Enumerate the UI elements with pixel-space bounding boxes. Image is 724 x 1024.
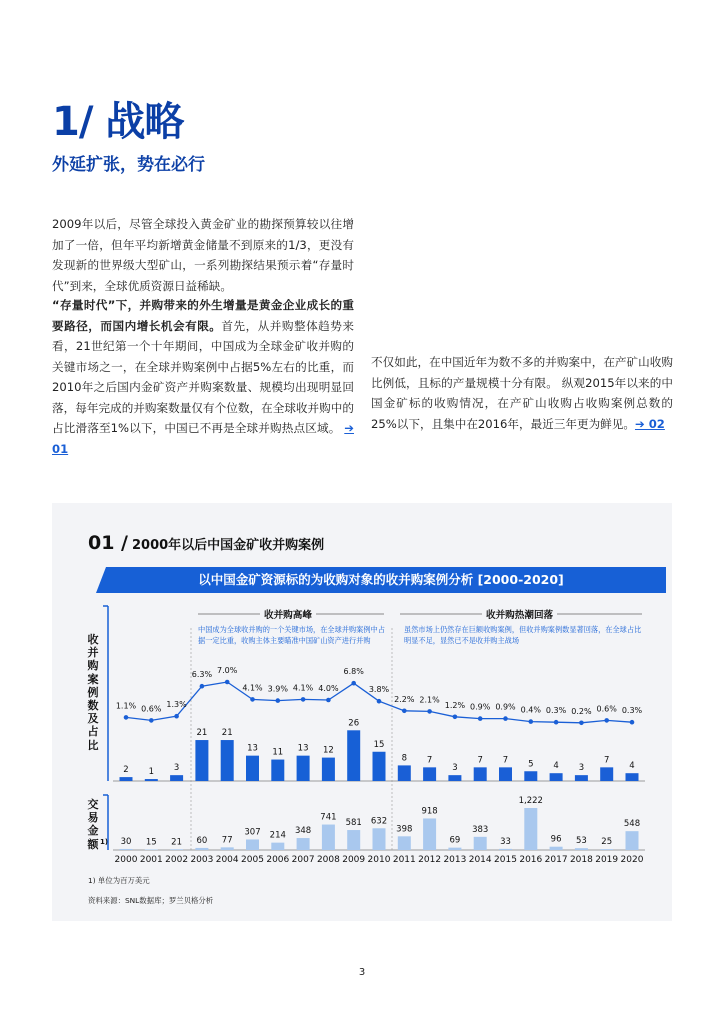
figure-ref-01[interactable]: ➔ 01 bbox=[52, 421, 354, 456]
deal-count-label-2016: 5 bbox=[528, 759, 534, 770]
x-tick-2006: 2006 bbox=[266, 855, 290, 865]
x-tick-2010: 2010 bbox=[367, 855, 391, 865]
deal-value-label-2004: 77 bbox=[221, 835, 233, 846]
deal-value-bar-2006 bbox=[271, 843, 284, 850]
deal-value-label-2003: 60 bbox=[196, 835, 208, 846]
deal-value-label-2010: 632 bbox=[370, 816, 388, 827]
deal-count-label-2007: 13 bbox=[297, 743, 309, 754]
deal-value-label-2011: 398 bbox=[396, 824, 413, 835]
deal-count-bar-2016 bbox=[524, 771, 537, 781]
deal-count-bar-2010 bbox=[373, 752, 386, 781]
section-label-decline: 收并购热潮回落 bbox=[482, 607, 557, 621]
deal-value-label-2019: 25 bbox=[601, 837, 613, 848]
x-tick-2005: 2005 bbox=[241, 855, 264, 865]
chart-title-text: 2000年以后中国金矿收并购案例 bbox=[132, 538, 325, 553]
deal-count-bar-2009 bbox=[347, 730, 360, 781]
x-tick-2001: 2001 bbox=[139, 855, 163, 865]
deal-count-bar-2005 bbox=[246, 756, 259, 781]
share-point-2009 bbox=[351, 681, 356, 686]
x-tick-2000: 2000 bbox=[114, 855, 138, 865]
page-subtitle: 外延扩张，势在必行 bbox=[52, 155, 205, 175]
deal-count-label-2008: 12 bbox=[322, 745, 334, 756]
share-label-2012: 2.1% bbox=[419, 695, 440, 705]
deal-value-bar-2017 bbox=[550, 847, 563, 850]
deal-value-label-2002: 21 bbox=[171, 837, 183, 848]
deal-count-label-2010: 15 bbox=[373, 739, 385, 750]
share-point-2017 bbox=[554, 720, 559, 725]
deal-count-bar-2019 bbox=[600, 767, 613, 781]
y-label-deals: 收并购案例数及占比 bbox=[87, 633, 99, 752]
paragraph-3-body: 不仅如此，在中国近年为数不多的并购案中，在产矿山收购比例低，且标的产量规模十分有限。 纵观2015年以来的中国金矿标的收购情况，在产矿山收购占收购案例总数的25%以下，且集中在2016年，最近三年更为鲜见。 bbox=[371, 355, 673, 431]
deal-value-label-2020: 548 bbox=[623, 819, 641, 830]
deal-value-bar-2009 bbox=[347, 830, 360, 850]
deal-count-label-2017: 4 bbox=[553, 761, 559, 772]
chart-number: 01 / bbox=[88, 532, 128, 554]
section-note-peak: 中国成为全球收并购的一个关键市场，在全球并购案例中占据一定比重，收购主体主要瞄准中国矿山资产进行并购 bbox=[198, 625, 385, 645]
deal-count-label-2001: 1 bbox=[148, 767, 155, 778]
share-label-2017: 0.3% bbox=[545, 706, 567, 716]
share-label-2009: 6.8% bbox=[343, 667, 364, 677]
figure-ref-02[interactable]: ➔ 02 bbox=[634, 416, 665, 431]
share-point-2003 bbox=[200, 684, 205, 689]
share-point-2013 bbox=[453, 715, 458, 720]
share-label-2001: 0.6% bbox=[141, 704, 162, 714]
share-point-2018 bbox=[579, 721, 584, 726]
share-label-2007: 4.1% bbox=[292, 683, 314, 693]
deal-value-label-2005: 307 bbox=[244, 827, 261, 838]
deal-value-label-2007: 348 bbox=[294, 826, 312, 837]
share-point-2014 bbox=[478, 716, 483, 721]
deal-count-label-2003: 21 bbox=[196, 728, 208, 739]
share-point-2020 bbox=[630, 720, 635, 725]
x-tick-2007: 2007 bbox=[291, 855, 315, 865]
x-tick-2015: 2015 bbox=[494, 855, 517, 865]
deal-value-bar-2005 bbox=[246, 839, 259, 850]
paragraph-1: 2009年以后，尽管全球投入黄金矿业的勘探预算较以往增加了一倍，但年平均新增黄金储量不到原来的1/3，更没有发现新的世界级大型矿山，一系列勘探结果预示着“存量时代”到来，全球优质资源日益稀缺。 bbox=[52, 217, 354, 293]
deal-value-bar-2019 bbox=[600, 849, 613, 850]
x-tick-2016: 2016 bbox=[519, 855, 543, 865]
deal-value-label-2016: 1,222 bbox=[518, 796, 543, 806]
share-label-2015: 0.9% bbox=[495, 702, 516, 712]
share-point-2015 bbox=[503, 716, 508, 721]
chart-banner: 以中国金矿资源标的为收购对象的收并购案例分析 [2000-2020] bbox=[96, 567, 666, 593]
deal-value-bar-2015 bbox=[499, 849, 512, 850]
deal-count-label-2011: 8 bbox=[401, 753, 408, 764]
deal-value-label-2015: 33 bbox=[500, 836, 511, 847]
deal-count-bar-2013 bbox=[448, 775, 461, 781]
share-label-2003: 6.3% bbox=[191, 670, 213, 680]
y-label-value-sup: 1) bbox=[100, 838, 109, 846]
deal-value-bar-2007 bbox=[297, 838, 310, 850]
deal-count-bar-2011 bbox=[398, 765, 411, 781]
deal-value-label-2000: 30 bbox=[120, 836, 132, 847]
share-label-2000: 1.1% bbox=[115, 701, 137, 711]
share-label-2002: 1.3% bbox=[166, 700, 187, 710]
share-point-2008 bbox=[326, 698, 331, 703]
share-point-2000 bbox=[124, 715, 129, 720]
deal-value-bar-2002 bbox=[170, 849, 183, 850]
share-point-2010 bbox=[377, 699, 382, 704]
share-label-2006: 3.9% bbox=[267, 684, 288, 694]
deal-count-bar-2012 bbox=[423, 767, 436, 781]
footnote: 1) 单位为百万美元 bbox=[88, 876, 150, 885]
deal-value-bar-2020 bbox=[626, 831, 639, 850]
deal-count-bar-2015 bbox=[499, 767, 512, 781]
source-note: 资料来源：SNL数据库；罗兰贝格分析 bbox=[88, 896, 214, 905]
deal-count-label-2014: 7 bbox=[477, 755, 483, 766]
deal-count-label-2000: 2 bbox=[123, 765, 129, 776]
deal-value-bar-2016 bbox=[524, 808, 537, 850]
x-tick-2009: 2009 bbox=[342, 855, 366, 865]
x-tick-2004: 2004 bbox=[215, 855, 239, 865]
share-point-2007 bbox=[301, 697, 306, 702]
x-tick-2019: 2019 bbox=[595, 855, 619, 865]
deal-count-label-2002: 3 bbox=[173, 763, 180, 774]
share-label-2016: 0.4% bbox=[520, 705, 541, 715]
deal-value-bar-2013 bbox=[448, 848, 461, 850]
paragraph-2-body: 首先，从并购整体趋势来看，21世纪第一个十年期间，中国成为全球金矿收并购的关键市场之一，在全球并购案例中占据5%左右的比重，而2010年之后国内金矿资产并购案数量、规模均出现明显回落，每年完成的并购案数量仅有个位数，在全球收并购中的占比滑落至1%以下，中国已不再是全球并购热点区域。 bbox=[52, 318, 354, 435]
share-label-2013: 1.2% bbox=[444, 700, 466, 710]
y-label-value: 交易金额 bbox=[87, 798, 99, 851]
deal-count-bar-2000 bbox=[120, 777, 133, 781]
deal-count-label-2015: 7 bbox=[502, 755, 509, 766]
deal-count-bar-2008 bbox=[322, 758, 335, 781]
deal-value-label-2008: 741 bbox=[320, 812, 337, 823]
share-point-2006 bbox=[276, 698, 281, 703]
deal-count-label-2013: 3 bbox=[452, 763, 458, 774]
deal-count-label-2020: 4 bbox=[629, 761, 635, 772]
deal-count-bar-2006 bbox=[271, 760, 284, 781]
deal-value-bar-2010 bbox=[373, 828, 386, 850]
section-note-decline: 虽然市场上仍然存在巨额收购案例，但收并购案例数显著回落，在全球占比明显不足，显然已不是收并购主战场 bbox=[404, 625, 642, 645]
share-point-2004 bbox=[225, 680, 230, 685]
deal-count-bar-2007 bbox=[297, 756, 310, 781]
deal-count-label-2005: 13 bbox=[247, 743, 258, 754]
deal-count-bar-2003 bbox=[195, 740, 208, 781]
deal-value-label-2014: 383 bbox=[472, 824, 489, 835]
deal-value-bar-2014 bbox=[474, 837, 487, 850]
share-point-2002 bbox=[174, 714, 179, 719]
deal-value-bar-2011 bbox=[398, 836, 411, 850]
deal-count-label-2009: 26 bbox=[348, 718, 360, 729]
x-tick-2018: 2018 bbox=[569, 855, 593, 865]
share-label-2014: 0.9% bbox=[470, 702, 491, 712]
share-point-2001 bbox=[149, 718, 154, 723]
deal-count-label-2006: 11 bbox=[272, 747, 284, 758]
deal-value-bar-2004 bbox=[221, 847, 234, 850]
deal-value-label-2009: 581 bbox=[345, 818, 362, 829]
share-label-2020: 0.3% bbox=[621, 706, 643, 716]
share-label-2005: 4.1% bbox=[242, 683, 263, 693]
deal-count-label-2012: 7 bbox=[426, 755, 433, 766]
deal-value-label-2012: 918 bbox=[421, 806, 438, 817]
deal-count-bar-2002 bbox=[170, 775, 183, 781]
page-number: 3 bbox=[358, 967, 366, 978]
deal-value-bar-2012 bbox=[423, 818, 436, 850]
share-point-2011 bbox=[402, 709, 407, 714]
deal-value-bar-2018 bbox=[575, 848, 588, 850]
deal-value-label-2001: 15 bbox=[145, 837, 157, 848]
deal-count-bar-2017 bbox=[550, 773, 563, 781]
share-label-2004: 7.0% bbox=[217, 666, 238, 675]
share-label-2011: 2.2% bbox=[394, 694, 415, 704]
deal-count-bar-2014 bbox=[474, 767, 487, 781]
share-label-2018: 0.2% bbox=[571, 706, 592, 716]
paragraph-2-bold: “存量时代”下，并购带来的外生增量是黄金企业成长的重要路径，而国内增长机会有限。 bbox=[52, 298, 354, 333]
x-tick-2002: 2002 bbox=[165, 855, 189, 865]
x-tick-2017: 2017 bbox=[544, 855, 568, 865]
deal-value-bar-2003 bbox=[195, 848, 208, 850]
x-tick-2014: 2014 bbox=[468, 855, 492, 865]
deal-count-label-2004: 21 bbox=[221, 728, 233, 739]
x-tick-2011: 2011 bbox=[392, 855, 416, 865]
share-point-2012 bbox=[427, 709, 432, 714]
x-tick-2020: 2020 bbox=[620, 855, 644, 865]
x-tick-2008: 2008 bbox=[316, 855, 340, 865]
deal-count-bar-2004 bbox=[221, 740, 234, 781]
share-label-2008: 4.0% bbox=[318, 684, 339, 693]
x-tick-2003: 2003 bbox=[190, 855, 214, 865]
deal-count-bar-2018 bbox=[575, 775, 588, 781]
deal-value-label-2017: 96 bbox=[550, 834, 562, 845]
page-title: 1/ 战略 bbox=[52, 99, 184, 145]
deal-value-bar-2000 bbox=[120, 849, 133, 850]
x-tick-2012: 2012 bbox=[418, 855, 442, 865]
share-point-2019 bbox=[604, 718, 609, 723]
deal-count-label-2018: 3 bbox=[578, 763, 585, 774]
deal-value-label-2006: 214 bbox=[269, 830, 286, 841]
deal-count-bar-2001 bbox=[145, 779, 158, 781]
deal-value-bar-2008 bbox=[322, 825, 335, 850]
deal-value-bar-2001 bbox=[145, 849, 158, 850]
x-tick-2013: 2013 bbox=[443, 855, 467, 865]
deal-count-bar-2020 bbox=[626, 773, 639, 781]
deal-value-label-2018: 53 bbox=[575, 836, 587, 847]
share-point-2016 bbox=[529, 719, 534, 724]
share-label-2019: 0.6% bbox=[596, 704, 617, 714]
share-point-2005 bbox=[250, 697, 255, 702]
deal-count-label-2019: 7 bbox=[603, 755, 610, 766]
deal-value-label-2013: 69 bbox=[449, 835, 461, 846]
section-label-peak: 收并购高峰 bbox=[260, 607, 316, 621]
share-label-2010: 3.8% bbox=[368, 685, 390, 695]
